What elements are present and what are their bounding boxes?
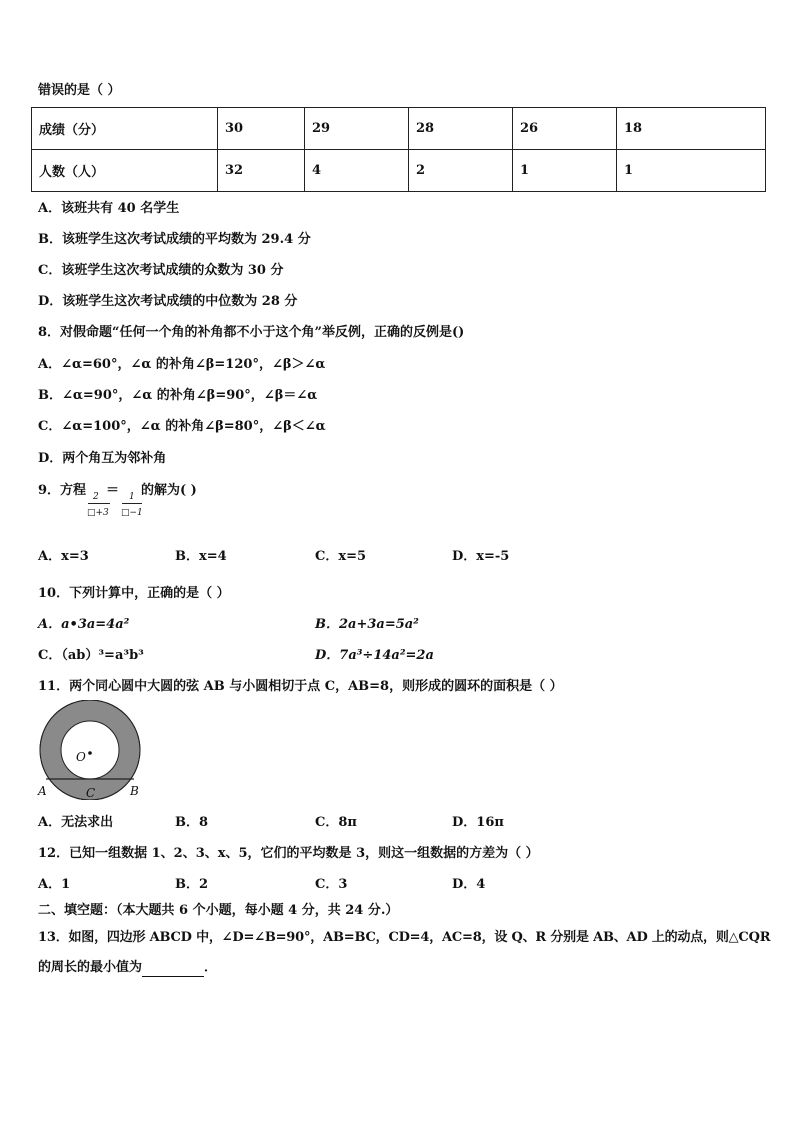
- q9-equals: ＝: [106, 483, 120, 498]
- q13-line2-end: ．: [204, 960, 218, 975]
- q7-option-d: D．该班学生这次考试成绩的中位数为 28 分: [38, 294, 298, 309]
- q7-option-c: C．该班学生这次考试成绩的众数为 30 分: [38, 263, 284, 278]
- row-label: 成绩（分）: [32, 108, 218, 150]
- label-o: O: [76, 750, 86, 764]
- section-heading: 二、填空题：（本大题共 6 个小题，每小题 4 分，共 24 分.）: [38, 903, 399, 918]
- q8-option-d: D．两个角互为邻补角: [38, 451, 167, 466]
- center-point: [88, 751, 92, 755]
- q9-frac1-denominator: □+3: [87, 508, 109, 518]
- q13-line2-text: 的周长的最小值为: [38, 960, 143, 975]
- q9-stem-end: 的解为( ): [141, 483, 197, 498]
- question-continuation: 错误的是（ ）: [38, 83, 121, 98]
- q11-option-c: C．8π: [315, 815, 357, 830]
- q9-frac1-numerator: 2: [93, 492, 99, 502]
- answer-blank[interactable]: [142, 962, 204, 977]
- q11-option-b: B．8: [175, 815, 209, 830]
- table-row: [32, 108, 766, 150]
- q10-option-c: C．（ab）³=a³b³: [38, 648, 144, 663]
- q9-option-c: C．x=5: [315, 549, 367, 564]
- q9-option-a: A．x=3: [38, 549, 89, 564]
- q9-option-b: B．x=4: [175, 549, 227, 564]
- score-table: [31, 107, 766, 192]
- q8-stem: 8．对假命题“任何一个角的补角都不小于这个角”举反例，正确的反例是(): [38, 325, 465, 340]
- table-cell: 32: [218, 150, 305, 192]
- q9-option-d: D．x=-5: [452, 549, 510, 564]
- q12-option-a: A．1: [38, 877, 71, 892]
- q12-stem: 12．已知一组数据 1、2、3、x、5，它们的平均数是 3，则这一组数据的方差为（ ）: [38, 846, 539, 861]
- table-cell: 1: [513, 150, 617, 192]
- table-cell: 1: [617, 150, 766, 192]
- q11-option-d: D．16π: [452, 815, 504, 830]
- q11-stem: 11．两个同心圆中大圆的弦 AB 与小圆相切于点 C，AB=8，则形成的圆环的面积是（ ）: [38, 679, 563, 694]
- table-cell: 18: [617, 108, 766, 150]
- table-cell: 29: [305, 108, 409, 150]
- q12-option-b: B．2: [175, 877, 209, 892]
- q8-option-c: C．∠α=100°，∠α 的补角∠β=80°，∠β＜∠α: [38, 419, 326, 434]
- table-cell: 4: [305, 150, 409, 192]
- label-c: C: [86, 786, 96, 800]
- q10-option-a: A．a•3a=4a²: [38, 617, 130, 632]
- q10-option-b: B．2a+3a=5a²: [315, 617, 419, 632]
- q7-option-a: A．该班共有 40 名学生: [38, 201, 180, 216]
- q8-option-b: B．∠α=90°，∠α 的补角∠β=90°，∠β＝∠α: [38, 388, 318, 403]
- q9-frac2-bar: [122, 503, 142, 504]
- q9-frac2-denominator: □−1: [121, 508, 143, 518]
- q8-option-a: A．∠α=60°，∠α 的补角∠β=120°，∠β＞∠α: [38, 357, 326, 372]
- q9-frac1-bar: [88, 503, 110, 504]
- q13-line1: 13．如图，四边形 ABCD 中，∠D=∠B=90°，AB=BC，CD=4，AC=8，设 Q、R 分别是 AB、AD 上的动点，则△CQR: [38, 930, 771, 945]
- table-cell: 26: [513, 108, 617, 150]
- table-cell: 2: [409, 150, 513, 192]
- q10-stem: 10．下列计算中，正确的是（ ）: [38, 586, 230, 601]
- label-b: B: [130, 784, 139, 798]
- q10-option-d: D．7a³÷14a²=2a: [315, 648, 434, 663]
- q11-option-a: A．无法求出: [38, 815, 114, 830]
- table-cell: 30: [218, 108, 305, 150]
- label-a: A: [38, 784, 47, 798]
- inner-circle: [61, 721, 119, 779]
- q13-line2: [38, 959, 217, 977]
- q7-option-b: B．该班学生这次考试成绩的平均数为 29.4 分: [38, 232, 311, 247]
- q9-frac2-numerator: 1: [129, 492, 135, 502]
- row-label: 人数（人）: [32, 150, 218, 192]
- table-cell: 28: [409, 108, 513, 150]
- q12-option-d: D．4: [452, 877, 486, 892]
- q9-stem-start: 9．方程: [38, 483, 87, 498]
- table-row: [32, 150, 766, 192]
- q12-option-c: C．3: [315, 877, 348, 892]
